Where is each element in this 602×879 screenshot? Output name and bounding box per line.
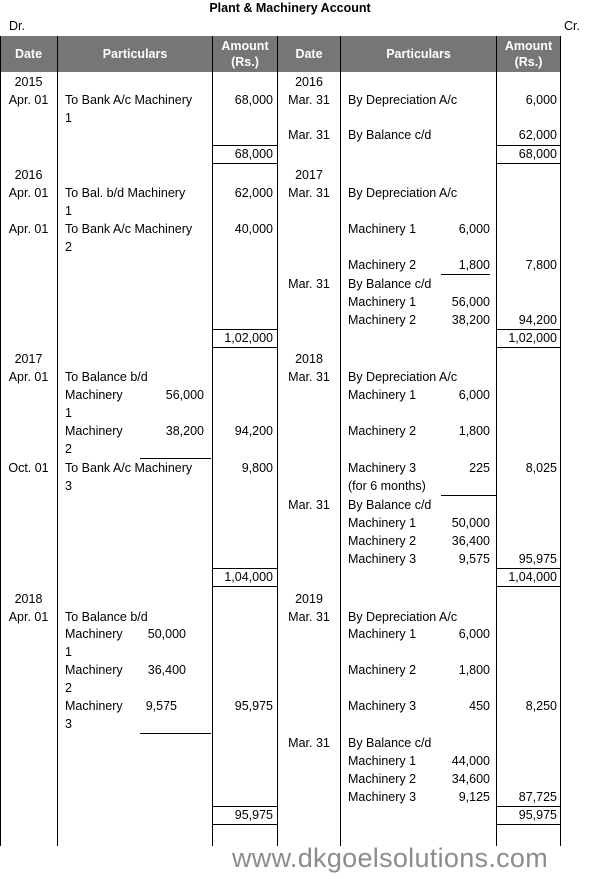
- debit-amount: 9,800: [241, 461, 273, 475]
- credit-sub-value: 38,200: [451, 313, 490, 327]
- credit-sub-value: 6,000: [458, 388, 490, 402]
- total-rule: [213, 586, 277, 587]
- header-date-credit: Date: [278, 36, 340, 72]
- debit-amount: 94,200: [234, 424, 273, 438]
- credit-sub-value: 225: [469, 461, 490, 475]
- debit-amount: 68,000: [234, 93, 273, 107]
- debit-date: Apr. 01: [8, 370, 49, 384]
- subtotal-rule: [140, 733, 211, 734]
- credit-year: 2019: [295, 592, 323, 606]
- credit-total: 68,000: [518, 147, 557, 161]
- credit-total: 1,04,000: [508, 570, 557, 584]
- header-particulars-debit: Particulars: [58, 36, 212, 72]
- total-rule: [497, 347, 560, 348]
- debit-total: 95,975: [234, 808, 273, 822]
- credit-amount: 62,000: [518, 128, 557, 142]
- credit-sub-item: Machinery 1: [348, 627, 417, 641]
- credit-date: Mar. 31: [288, 277, 330, 291]
- credit-particular: By Balance c/d: [348, 736, 432, 750]
- credit-sub-value: 44,000: [451, 754, 490, 768]
- credit-sub-item: Machinery 3: [348, 790, 417, 804]
- credit-date: Mar. 31: [288, 736, 330, 750]
- debit-sub-item: Machinery: [65, 699, 123, 713]
- credit-sub-value: 36,400: [451, 534, 490, 548]
- credit-total: 95,975: [518, 808, 557, 822]
- debit-sub-item: Machinery: [65, 663, 123, 677]
- credit-amount: 87,725: [518, 790, 557, 804]
- subtotal-rule: [441, 495, 496, 496]
- watermark: www.dkgoelsolutions.com: [232, 843, 549, 873]
- header-amount-debit: Amount (Rs.): [213, 36, 277, 72]
- total-rule: [497, 824, 560, 825]
- credit-particular: By Balance c/d: [348, 498, 432, 512]
- debit-particular-cont: 1: [65, 204, 72, 218]
- credit-sub-item: Machinery 2: [348, 424, 417, 438]
- credit-sub-value: 9,575: [458, 552, 490, 566]
- credit-particular: By Balance c/d: [348, 277, 432, 291]
- credit-sub-item: Machinery 1: [348, 222, 417, 236]
- credit-amount: 8,025: [525, 461, 557, 475]
- credit-particular: By Depreciation A/c: [348, 370, 458, 384]
- debit-particular-cont: 1: [65, 111, 72, 125]
- credit-sub-item: Machinery 3: [348, 461, 417, 475]
- credit-date: Mar. 31: [288, 370, 330, 384]
- credit-particular: By Balance c/d: [348, 128, 432, 142]
- credit-sub-item: Machinery 2: [348, 534, 417, 548]
- debit-label: Dr.: [9, 19, 25, 33]
- debit-sub-item: Machinery: [65, 627, 123, 641]
- credit-sub-item: Machinery 1: [348, 295, 417, 309]
- debit-amount: 95,975: [234, 699, 273, 713]
- debit-sub-item: Machinery: [65, 424, 123, 438]
- debit-sub-item: Machinery: [65, 388, 123, 402]
- credit-total: 1,02,000: [508, 331, 557, 345]
- debit-date: Apr. 01: [8, 186, 49, 200]
- credit-sub-item: Machinery 1: [348, 754, 417, 768]
- credit-particular: By Depreciation A/c: [348, 610, 458, 624]
- credit-amount: 7,800: [525, 258, 557, 272]
- debit-sub-value: 9,575: [145, 699, 177, 713]
- debit-year: 2015: [14, 75, 43, 89]
- credit-date: Mar. 31: [288, 128, 330, 142]
- debit-particular: To Bank A/c Machinery: [65, 461, 193, 475]
- credit-sub-value: 34,600: [451, 772, 490, 786]
- debit-date: Apr. 01: [8, 222, 49, 236]
- debit-sub-value: 38,200: [165, 424, 204, 438]
- debit-sub-value: 36,400: [147, 663, 186, 677]
- credit-date: Mar. 31: [288, 498, 330, 512]
- debit-particular-cont: 2: [65, 240, 72, 254]
- credit-amount: 8,250: [525, 699, 557, 713]
- credit-year: 2017: [295, 168, 323, 182]
- debit-particular: To Balance b/d: [65, 370, 148, 384]
- debit-date: Oct. 01: [8, 461, 49, 475]
- credit-amount: 95,975: [518, 552, 557, 566]
- header-amount-credit: Amount (Rs.): [497, 36, 560, 72]
- total-rule: [213, 824, 277, 825]
- total-rule: [213, 347, 277, 348]
- credit-sub-item: Machinery 2: [348, 258, 417, 272]
- subtotal-rule: [441, 274, 490, 275]
- debit-year: 2016: [14, 168, 43, 182]
- debit-total: 68,000: [234, 147, 273, 161]
- credit-amount: 6,000: [525, 93, 557, 107]
- credit-date: Mar. 31: [288, 93, 330, 107]
- debit-particular: To Bank A/c Machinery: [65, 222, 193, 236]
- total-rule: [213, 163, 277, 164]
- credit-sub-item: Machinery 2: [348, 772, 417, 786]
- debit-total: 1,02,000: [224, 331, 273, 345]
- debit-sub-item-cont: 2: [65, 442, 72, 456]
- credit-sub-item: Machinery 3: [348, 699, 417, 713]
- debit-year: 2017: [14, 352, 43, 366]
- credit-sub-value: 1,800: [458, 424, 490, 438]
- credit-sub-note: (for 6 months): [348, 479, 426, 493]
- debit-particular: To Bank A/c Machinery: [65, 93, 193, 107]
- credit-particular: By Depreciation A/c: [348, 186, 458, 200]
- grid-line: [340, 36, 341, 846]
- debit-amount: 62,000: [234, 186, 273, 200]
- credit-sub-value: 56,000: [451, 295, 490, 309]
- grid-line: [560, 36, 561, 846]
- credit-sub-value: 50,000: [451, 516, 490, 530]
- debit-sub-value: 50,000: [147, 627, 186, 641]
- debit-date: Apr. 01: [8, 610, 49, 624]
- debit-particular: To Balance b/d: [65, 610, 148, 624]
- credit-sub-value: 1,800: [458, 258, 490, 272]
- credit-sub-value: 1,800: [458, 663, 490, 677]
- credit-sub-item: Machinery 1: [348, 516, 417, 530]
- credit-particular: By Depreciation A/c: [348, 93, 458, 107]
- credit-year: 2018: [295, 352, 323, 366]
- account-title: Plant & Machinery Account: [209, 1, 371, 15]
- debit-total: 1,04,000: [224, 570, 273, 584]
- debit-amount: 40,000: [234, 222, 273, 236]
- debit-year: 2018: [14, 592, 43, 606]
- credit-sub-item: Machinery 3: [348, 552, 417, 566]
- grid-line: [57, 36, 58, 846]
- header-date-debit: Date: [0, 36, 57, 72]
- total-rule: [497, 163, 560, 164]
- debit-particular-cont: 3: [65, 479, 72, 493]
- debit-particular: To Bal. b/d Machinery: [65, 186, 186, 200]
- debit-sub-item-cont: 2: [65, 681, 72, 695]
- credit-sub-value: 450: [469, 699, 490, 713]
- debit-date: Apr. 01: [8, 93, 49, 107]
- debit-sub-item-cont: 3: [65, 717, 72, 731]
- total-rule: [497, 586, 560, 587]
- debit-sub-value: 56,000: [165, 388, 204, 402]
- debit-sub-item-cont: 1: [65, 645, 72, 659]
- credit-date: Mar. 31: [288, 186, 330, 200]
- credit-sub-value: 6,000: [458, 222, 490, 236]
- credit-sub-item: Machinery 2: [348, 663, 417, 677]
- header-particulars-credit: Particulars: [341, 36, 496, 72]
- credit-sub-item: Machinery 2: [348, 313, 417, 327]
- credit-date: Mar. 31: [288, 610, 330, 624]
- credit-sub-item: Machinery 1: [348, 388, 417, 402]
- grid-line: [277, 36, 278, 846]
- grid-line: [0, 36, 1, 846]
- credit-amount: 94,200: [518, 313, 557, 327]
- credit-sub-value: 6,000: [458, 627, 490, 641]
- debit-sub-item-cont: 1: [65, 406, 72, 420]
- credit-year: 2016: [295, 75, 323, 89]
- credit-label: Cr.: [564, 19, 580, 33]
- credit-sub-value: 9,125: [458, 790, 490, 804]
